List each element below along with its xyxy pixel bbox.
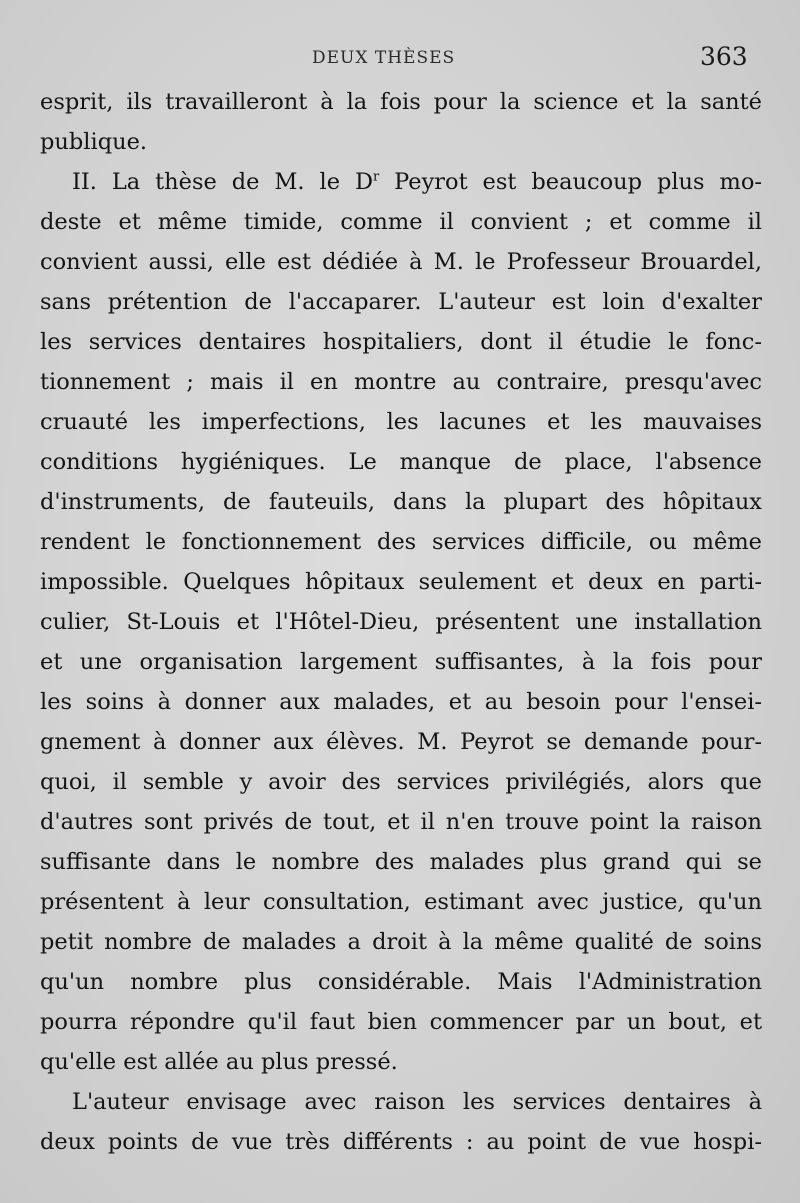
body-text	[40, 82, 762, 1162]
text-line: qu'un nombre plus considérable. Mais l'Administration	[40, 969, 762, 995]
text-line: gnement à donner aux élèves. M. Peyrot se demande pour-	[40, 729, 762, 755]
text-line: tionnement ; mais il en montre au contraire, presqu'avec	[40, 369, 762, 395]
text-line	[40, 162, 762, 202]
text-line: qu'elle est allée au plus pressé.	[40, 1049, 398, 1075]
text-line: impossible. Quelques hôpitaux seulement et deux en parti-	[40, 569, 762, 595]
text-line: cruauté les imperfections, les lacunes et les mauvaises	[40, 409, 762, 435]
text-fragment: II. La thèse de M. le D	[72, 169, 373, 195]
text-line: pourra répondre qu'il faut bien commencer par un bout, et	[40, 1009, 762, 1035]
text-line: L'auteur envisage avec raison les services dentaires à	[72, 1089, 762, 1115]
text-line: rendent le fonctionnement des services difficile, ou même	[40, 529, 762, 555]
text-fragment: Peyrot est beaucoup plus mo-	[379, 169, 762, 195]
text-line: les services dentaires hospitaliers, dont il étudie le fonc-	[40, 329, 762, 355]
text-line: culier, St-Louis et l'Hôtel-Dieu, présentent une installation	[40, 609, 762, 635]
text-line: petit nombre de malades a droit à la même qualité de soins	[40, 929, 762, 955]
text-line: suffisante dans le nombre des malades plus grand qui se	[40, 849, 762, 875]
page-number: 363	[700, 42, 748, 71]
text-line: et une organisation largement suffisantes, à la fois pour	[40, 649, 762, 675]
text-line: d'instruments, de fauteuils, dans la plupart des hôpitaux	[40, 489, 762, 515]
page-header	[0, 42, 800, 72]
text-line: présentent à leur consultation, estimant avec justice, qu'un	[40, 889, 762, 915]
text-line: quoi, il semble y avoir des services privilégiés, alors que	[40, 769, 762, 795]
text-line: deux points de vue très différents : au point de vue hospi-	[40, 1129, 762, 1155]
text-line: sans prétention de l'accaparer. L'auteur est loin d'exalter	[40, 289, 762, 315]
text-line: d'autres sont privés de tout, et il n'en trouve point la raison	[40, 809, 762, 835]
text-line: les soins à donner aux malades, et au besoin pour l'ensei-	[40, 689, 762, 715]
text-line: publique.	[40, 129, 148, 155]
text-line: deste et même timide, comme il convient ; et comme il	[40, 209, 762, 235]
text-line: conditions hygiéniques. Le manque de place, l'absence	[40, 449, 762, 475]
superscript: r	[372, 169, 380, 185]
text-line: convient aussi, elle est dédiée à M. le Professeur Brouardel,	[40, 249, 762, 275]
running-title: DEUX THÈSES	[312, 48, 456, 68]
text-line: esprit, ils travailleront à la fois pour la science et la santé	[40, 89, 762, 115]
